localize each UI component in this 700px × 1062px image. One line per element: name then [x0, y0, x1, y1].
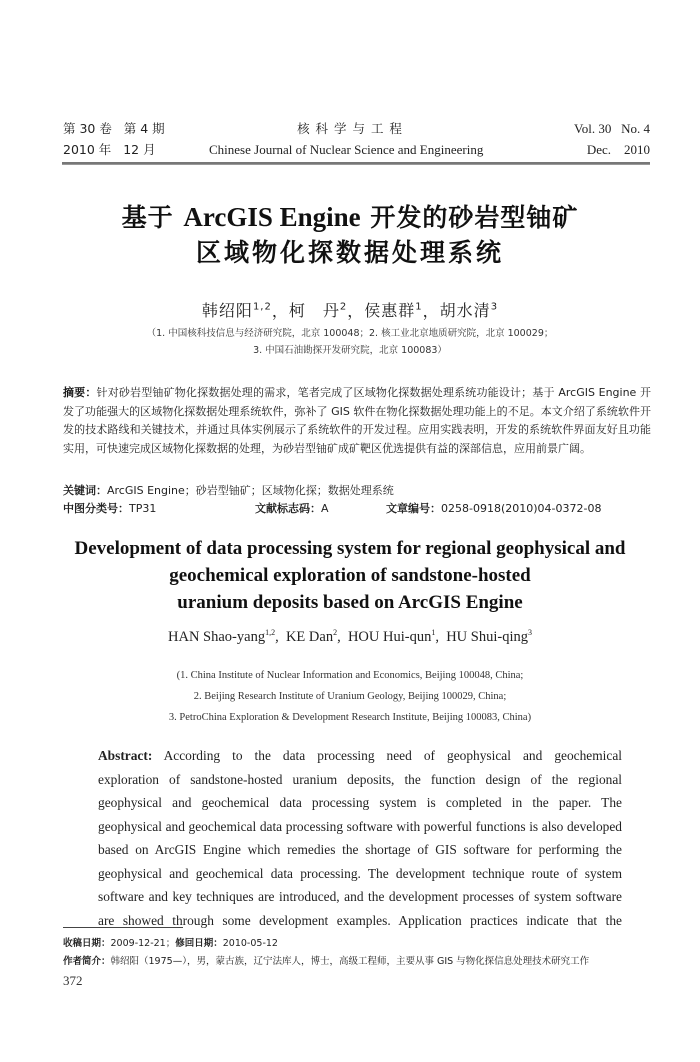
- cn-author-name: 胡水清: [439, 301, 491, 321]
- cn-author: [364, 301, 422, 320]
- en-author: [348, 629, 435, 645]
- header-date-en: [587, 142, 650, 158]
- cn-author-name: 韩绍阳: [201, 301, 253, 321]
- header-year-cn: 2010 年: [63, 142, 112, 157]
- en-affiliation-line-3: 3. PetroChina Exploration & Development Research Institute, Beijing 100083, China): [168, 712, 532, 723]
- en-title-line-3: uranium deposits based on ArcGIS Engine: [177, 592, 523, 613]
- header-issue-cn: 第 4 期: [123, 121, 165, 136]
- en-author-name: HAN Shao-yang: [168, 628, 266, 645]
- header-journal-cn: 核 科 学 与 工 程: [297, 121, 403, 136]
- en-title-line-1: Development of data processing system for regional geophysical and: [74, 538, 626, 559]
- footnote-bio: [63, 954, 589, 970]
- en-author-name: KE Dan: [285, 628, 334, 645]
- en-abstract-line: exploration of sandstone-hosted uranium deposits, the function design of the regional: [98, 771, 622, 787]
- header-volume-en: Vol. 30: [574, 121, 612, 136]
- cn-abstract-text: 针对砂岩型铀矿物化探数据处理的需求，笔者完成了区域物化探数据处理系统功能设计；基于 ArcGIS Engine 开发了功能强大的区域物化探数据处理系统软件，弥补了 GIS 软件在物化探数据处理功能上的不足。本文介绍了系统软件开发的技术路线和关键技术，并通过具体实例展示了系统软件的开发过程。应用实践表明，开发的系统软件界面友好且功能实用，可快速完成区域物化探数据的处理，为砂岩型铀矿成矿靶区优选提供有益的深部信息，应用前景广阔。: [63, 386, 652, 455]
- cn-clc-value: TP31: [129, 502, 157, 515]
- cn-affiliation-line-1: （1. 中国核科技信息与经济研究院，北京 100048；2. 核工业北京地质研究院，北京 100029；: [146, 328, 554, 339]
- en-author-sup: 1: [431, 628, 436, 637]
- en-abstract: [98, 744, 622, 932]
- cn-keywords-value: ArcGIS Engine；砂岩型铀矿；区域物化探；数据处理系统: [107, 484, 394, 497]
- header-issue-en: No. 4: [621, 121, 650, 136]
- cn-author: [289, 301, 347, 320]
- cn-article-no-label: 文章编号：: [386, 502, 441, 515]
- cn-keywords-label: 关键词：: [63, 484, 107, 497]
- cn-author-sup: 1: [415, 302, 423, 313]
- en-author-sup: 1,2: [265, 628, 276, 637]
- footnote-dates: [63, 936, 278, 952]
- en-abstract-line: [98, 744, 622, 768]
- cn-doc-code: [255, 500, 329, 518]
- en-author-sup: 3: [527, 628, 532, 637]
- header-month-cn: 12 月: [123, 142, 156, 157]
- cn-abstract-label: 摘要：: [63, 386, 97, 399]
- received-label: 收稿日期：: [63, 938, 111, 949]
- cn-article-no: [386, 500, 601, 518]
- en-abstract-line: geophysical and geochemical data processing system is completed in the paper. The: [98, 795, 622, 810]
- cn-doc-code-label: 文献标志码：: [255, 502, 321, 515]
- cn-keywords: [63, 482, 394, 500]
- en-author-sup: 2: [333, 628, 338, 637]
- cn-title-suffix: 开发的砂岩型铀矿: [360, 203, 579, 232]
- header-year-en: 2010: [624, 142, 650, 157]
- en-author: [446, 629, 532, 645]
- bio-label: 作者简介：: [63, 956, 111, 967]
- revised-value: 2010-05-12: [222, 938, 278, 949]
- footnote-rule: [63, 927, 183, 928]
- en-author-name: HOU Hui-qun: [347, 628, 432, 645]
- received-value: 2009-12-21；: [110, 938, 176, 949]
- cn-author: [202, 301, 272, 320]
- en-abstract-line: geophysical and geochemical data processing software with powerful functions is also developed: [98, 818, 622, 834]
- cn-title-line-1: [0, 200, 700, 235]
- cn-authors: 韩绍阳$^{1,2}$，柯 丹$^2$，侯惠群$^1$，胡水清$^3$: [201, 301, 499, 321]
- cn-author-sup: 1,2: [252, 302, 272, 313]
- cn-author: [440, 301, 498, 320]
- cn-author-name: 柯 丹: [288, 301, 340, 321]
- cn-clc: [63, 500, 156, 518]
- en-authors: HAN Shao-yang$^{1,2}$, KE Dan$^2$, HOU Hui-qun$^1$, HU Shui-qing$^3$: [168, 628, 532, 645]
- header-month-en: Dec.: [586, 142, 611, 157]
- page-number: 372: [63, 973, 83, 988]
- en-title-line-2: geochemical exploration of sandstone-hosted: [169, 565, 531, 586]
- cn-affiliation-line-2: 3. 中国石油勘探开发研究院，北京 100083）: [253, 345, 447, 356]
- en-abstract-line: based on ArcGIS Engine which remedies the shortage of GIS software for performing the: [98, 842, 622, 857]
- header-date-cn: [63, 142, 156, 158]
- cn-doc-code-value: A: [321, 502, 329, 515]
- cn-article-no-value: 0258-0918(2010)04-0372-08: [441, 502, 602, 515]
- en-author: [286, 629, 337, 645]
- en-abstract-label: Abstract:: [98, 748, 153, 763]
- header-volume-cn: 第 30 卷: [63, 121, 112, 136]
- cn-abstract: [63, 384, 651, 458]
- cn-title-line-2: 区域物化探数据处理系统: [195, 238, 504, 267]
- header-rule: [62, 162, 650, 165]
- cn-author-name: 侯惠群: [364, 301, 416, 321]
- en-affiliation-line-2: 2. Beijing Research Institute of Uranium Geology, Beijing 100029, China;: [193, 691, 507, 702]
- en-abstract-line: are showed through some development examples. Application practices indicate that the: [98, 912, 622, 928]
- en-author-name: HU Shui-qing: [446, 628, 528, 645]
- cn-title-latin: ArcGIS Engine: [183, 202, 361, 232]
- en-abstract-line: software and key techniques are introduced, and the development processes of system software: [98, 889, 622, 904]
- en-abstract-line: geophysical and geochemical data processing. The development technique route of system: [98, 865, 622, 881]
- cn-author-sup: 2: [339, 302, 348, 313]
- cn-author-sup: 3: [490, 302, 499, 313]
- cn-title-prefix: 基于: [121, 203, 184, 232]
- cn-clc-label: 中图分类号：: [63, 502, 129, 515]
- revised-label: 修回日期：: [175, 938, 223, 949]
- en-affiliation-line-1: (1. China Institute of Nuclear Information and Economics, Beijing 100048, China;: [176, 670, 524, 681]
- header-journal-en: Chinese Journal of Nuclear Science and Engineering: [209, 142, 484, 157]
- en-author: [168, 629, 275, 645]
- en-abstract-text: According to the data processing need of geophysical and geochemical: [152, 748, 622, 763]
- bio-value: 韩绍阳（1975—），男，蒙古族，辽宁法库人，博士，高级工程师，主要从事 GIS 与物化探信息处理技术研究工作: [110, 956, 590, 967]
- header-volume-issue-en: [574, 121, 650, 137]
